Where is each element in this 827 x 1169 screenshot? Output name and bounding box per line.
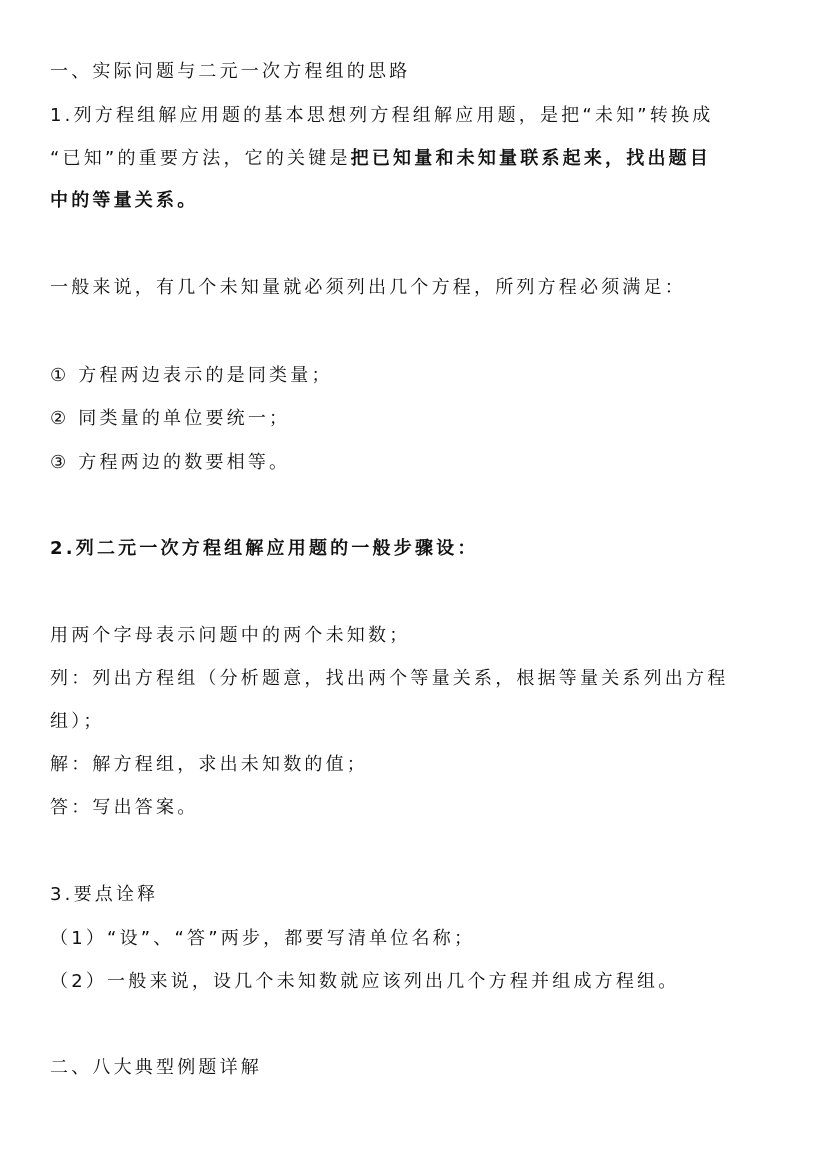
step-item: 答：写出答案。 [50,797,199,818]
section-heading-2: 2.列二元一次方程组解应用题的一般步骤设： [50,538,479,559]
condition-item: ② 同类量的单位要统一； [50,408,291,429]
section-heading-4: 二、八大典型例题详解 [50,1057,262,1078]
paragraph-line [50,147,780,171]
step-item: 解：解方程组，求出未知数的值； [50,754,368,775]
condition-item: ① 方程两边表示的是同类量； [50,365,333,386]
paragraph-line: 一般来说，有几个未知量就必须列出几个方程，所列方程必须满足： [50,277,686,298]
paragraph-line: 1.列方程组解应用题的基本思想列方程组解应用题，是把“未知”转换成 [50,105,714,126]
note-item: （2）一般来说，设几个未知数就应该列出几个方程并组成方程组。 [50,971,680,992]
emphasized-text: 把已知量和未知量联系起来，找出题目 [350,148,712,169]
section-heading-1: 一、实际问题与二元一次方程组的思路 [50,61,411,82]
step-item: 组）； [50,711,105,732]
section-heading-3: 3.要点诠释 [50,884,159,905]
step-item: 用两个字母表示问题中的两个未知数； [50,625,411,646]
step-item: 列：列出方程组（分析题意，找出两个等量关系，根据等量关系列出方程 [50,668,729,689]
paragraph-text: “已知”的重要方法，它的关键是 [50,148,351,169]
condition-item: ③ 方程两边的数要相等。 [50,452,291,473]
emphasized-line: 中的等量关系。 [50,190,199,211]
note-item: （1）“设”、“答”两步，都要写清单位名称； [50,928,476,949]
